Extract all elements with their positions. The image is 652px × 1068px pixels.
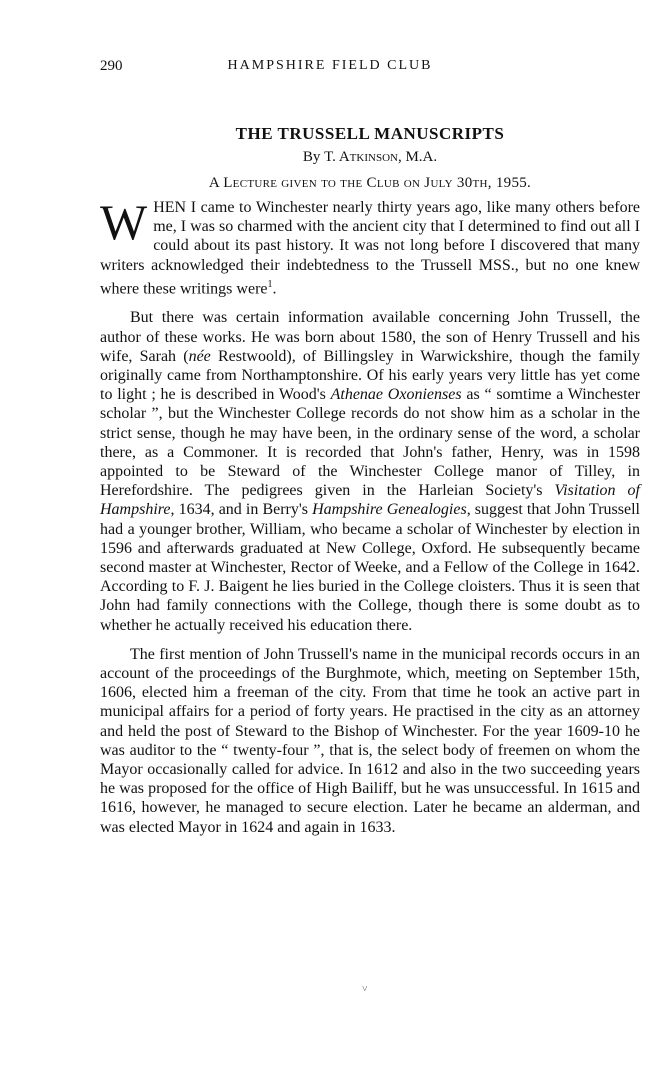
p2-visitation: Visitation of Hampshire	[100, 482, 641, 519]
p2-part-e: , suggest that John Trussell had a younger brother, William, who became a scholar of Winchester by election in 1596 and afterwards graduated at New College, Oxford. He subsequently became second master at Winchester, Rector of Weeke, and a Fellow of the College in 1642. According to F. J. Baigent he lies buried in the College cloisters. Thus it is seen that John had family connections with the College, though there is some doubt as to whether he actually received his education there.	[100, 501, 640, 634]
paragraph-2	[100, 308, 640, 634]
paragraph-3: The first mention of John Trussell's name in the municipal records occurs in an account of the proceedings of the Burghmote, which, meeting on September 15th, 1606, elected him a freeman of the city. From that time he took an active part in municipal affairs for a period of forty years. He practised in the city as an attorney and held the post of Steward to the Bishop of Winchester. For the year 1609-10 he was auditor to the “ twenty-four ”, that is, the select body of freemen on whom the Mayor occasionally called for advice. In 1612 and also in the two succeeding years he was proposed for the office of High Bailiff, but he was unsuccessful. In 1615 and 1616, however, he managed to secure election. Later he became an alderman, and was elected Mayor in 1624 and again in 1633.	[100, 645, 640, 836]
page-number: 290	[100, 58, 123, 74]
drop-cap: W	[100, 194, 148, 250]
byline	[100, 149, 640, 166]
p2-part-c: as “ somtime a Winchester scholar ”, but the Winchester College records do not show him as a scholar in the strict sense, though he may have been, in the ordinary sense of the word, a scholar there, as a Commoner. It is recorded that John's father, Henry, was in 1598 appointed to be Steward of the Winchester College manor of Tilley, in Herefordshire. The pedigrees given in the Harleian Society's	[100, 386, 641, 500]
p2-part-a: But there was certain information available concerning John Trussell, the author of these works. He was born about 1580, the son of Henry Trussell and his wife, Sarah (	[100, 309, 640, 365]
footnote-ref: 1	[267, 278, 273, 290]
paragraph-1-text: I came to Winchester nearly thirty years ago, like many others before me, I was so charmed with the ancient city that I determined to find out all I could about its past history. It was not long before I discovered that many writers acknowledged their indebtedness to the Trussell MSS., but no one knew where these writings were	[100, 199, 640, 298]
p2-athenae: Athenae Oxonienses	[330, 386, 462, 404]
p2-part-b: Restwoold), of Billingsley in Warwickshire, though the family originally came from Northamptonshire. Of his early years very little has yet come to light ; he is described in Wood's	[100, 347, 641, 404]
author-degree: M.A.	[405, 149, 438, 165]
article-body	[100, 194, 641, 847]
first-word: HEN	[153, 199, 187, 216]
paragraph-1-end: .	[272, 280, 277, 298]
p2-nee: née	[188, 347, 211, 365]
stray-mark: ˅	[362, 984, 368, 995]
article-title: THE TRUSSELL MANUSCRIPTS	[235, 124, 505, 143]
lecture-note: A Lecture given to the Club on July 30th, 1955.	[208, 175, 532, 191]
paragraph-1	[100, 194, 640, 298]
running-header	[100, 58, 560, 78]
p2-part-d: , 1634, and in Berry's	[170, 501, 313, 519]
p2-genealogies: Hampshire Genealogies	[312, 501, 467, 519]
author-name: T. Atkinson,	[324, 149, 402, 165]
running-title: HAMPSHIRE FIELD CLUB	[227, 58, 433, 73]
byline-by: By	[302, 149, 321, 165]
